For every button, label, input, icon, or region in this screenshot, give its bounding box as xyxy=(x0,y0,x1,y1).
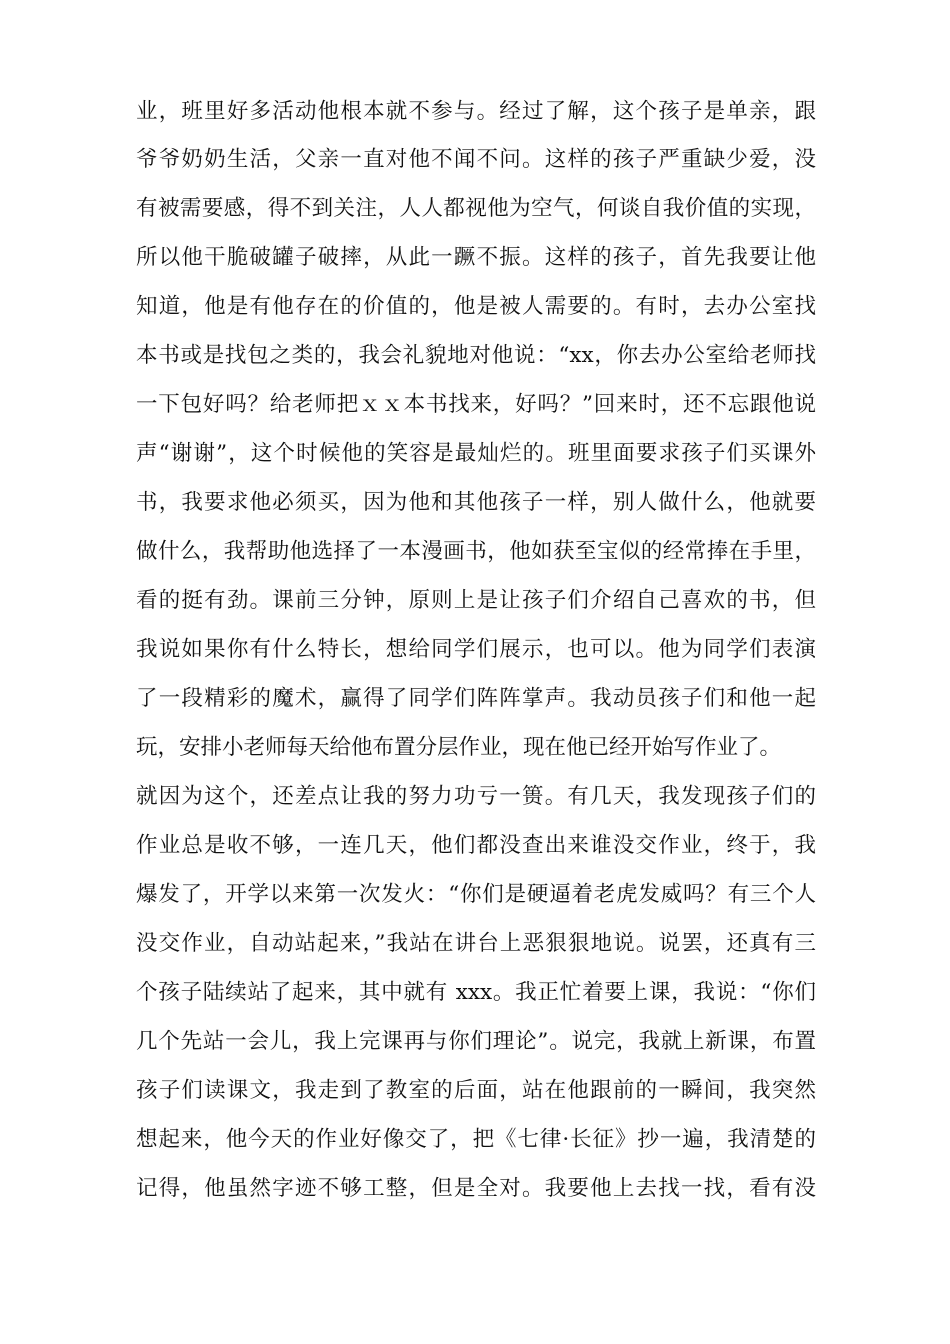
text-line: 本书或是找包之类的，我会礼貌地对他说：“xx，你去办公室给老师找 xyxy=(136,343,816,368)
text-line: 了一段精彩的魔术，赢得了同学们阵阵掌声。我动员孩子们和他一起 xyxy=(136,686,816,711)
text-line: 几个先站一会儿，我上完课再与你们理论”。说完，我就上新课，布置 xyxy=(136,1029,816,1054)
text-line: 看的挺有劲。课前三分钟，原则上是让孩子们介绍自己喜欢的书，但 xyxy=(136,588,816,613)
text-line: 玩，安排小老师每天给他布置分层作业，现在他已经开始写作业了。 xyxy=(136,735,782,760)
text-line: 孩子们读课文，我走到了教室的后面，站在他跟前的一瞬间，我突然 xyxy=(136,1078,816,1103)
text-line: 一下包好吗？给老师把ｘｘ本书找来，好吗？”回来时，还不忘跟他说 xyxy=(136,392,816,417)
text-line: 声“谢谢”，这个时候他的笑容是最灿烂的。班里面要求孩子们买课外 xyxy=(136,441,816,466)
text-line: 知道，他是有他存在的价值的，他是被人需要的。有时，去办公室找 xyxy=(136,294,816,319)
text-line: 记得，他虽然字迹不够工整，但是全对。我要他上去找一找，看有没 xyxy=(136,1176,816,1201)
text-line: 业，班里好多活动他根本就不参与。经过了解，这个孩子是单亲，跟 xyxy=(136,99,816,124)
text-line: 没交作业，自动站起来，”我站在讲台上恶狠狠地说。说罢，还真有三 xyxy=(136,931,816,956)
text-line: 个孩子陆续站了起来，其中就有 xxx。我正忙着要上课，我说：“你们 xyxy=(136,980,816,1005)
text-line: 想起来，他今天的作业好像交了，把《七律·长征》抄一遍，我清楚的 xyxy=(136,1127,816,1152)
text-line: 爆发了，开学以来第一次发火：“你们是硬逼着老虎发威吗？有三个人 xyxy=(136,882,816,907)
text-line: 就因为这个，还差点让我的努力功亏一篑。有几天，我发现孩子们的 xyxy=(136,784,816,809)
text-line: 书，我要求他必须买，因为他和其他孩子一样，别人做什么，他就要 xyxy=(136,490,816,515)
text-line: 做什么，我帮助他选择了一本漫画书，他如获至宝似的经常捧在手里， xyxy=(136,539,816,564)
text-line: 作业总是收不够，一连几天，他们都没查出来谁没交作业，终于，我 xyxy=(136,833,816,858)
text-line: 有被需要感，得不到关注，人人都视他为空气，何谈自我价值的实现， xyxy=(136,196,816,221)
text-line: 所以他干脆破罐子破摔，从此一蹶不振。这样的孩子，首先我要让他 xyxy=(136,245,816,270)
text-line: 爷爷奶奶生活，父亲一直对他不闻不问。这样的孩子严重缺少爱，没 xyxy=(136,147,816,172)
text-line: 我说如果你有什么特长，想给同学们展示，也可以。他为同学们表演 xyxy=(136,637,816,662)
